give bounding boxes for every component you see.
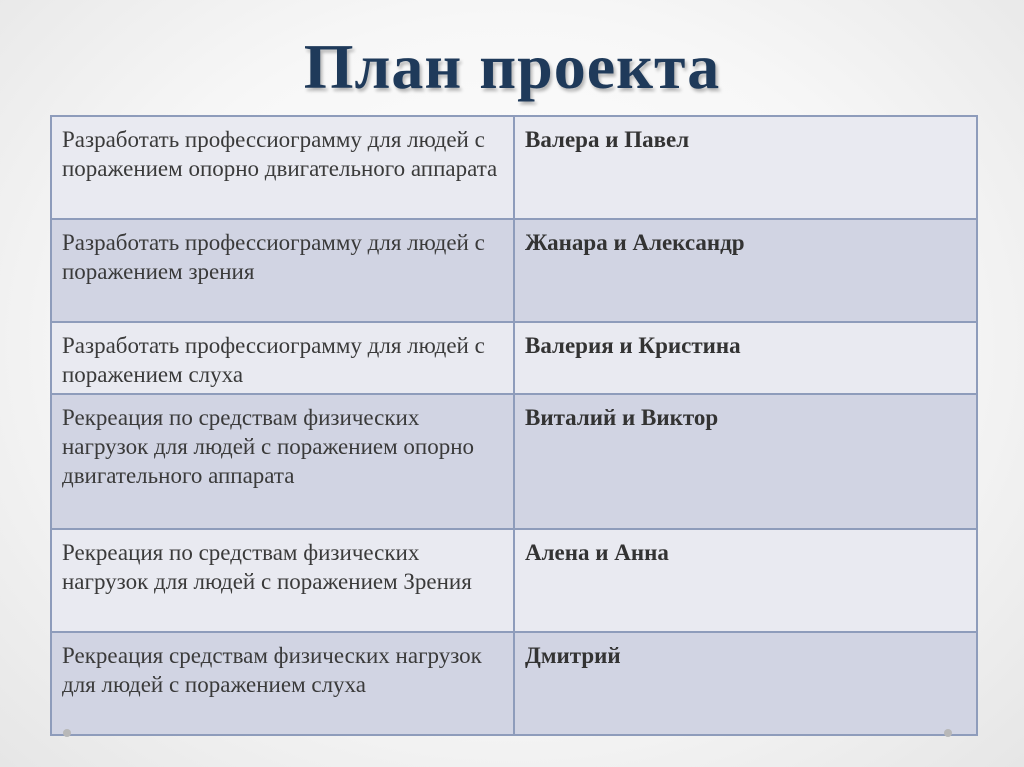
task-cell: Рекреация средствам физических нагрузок для людей с поражением слуха — [51, 632, 514, 735]
table-row — [51, 322, 977, 394]
decorative-dot-left — [63, 729, 71, 737]
plan-table — [50, 115, 978, 736]
table-row — [51, 632, 977, 735]
task-cell: Рекреация по средствам физических нагрузок для людей с поражением опорно двигательного аппарата — [51, 394, 514, 529]
task-cell: Рекреация по средствам физических нагрузок для людей с поражением Зрения — [51, 529, 514, 632]
task-cell: Разработать профессиограмму для людей с поражением опорно двигательного аппарата — [51, 116, 514, 219]
assignee-cell: Валерия и Кристина — [514, 322, 977, 394]
assignee-cell: Виталий и Виктор — [514, 394, 977, 529]
assignee-cell: Жанара и Александр — [514, 219, 977, 322]
table-row — [51, 219, 977, 322]
table-row — [51, 394, 977, 529]
assignee-cell: Алена и Анна — [514, 529, 977, 632]
table-row — [51, 116, 977, 219]
slide-title: План проекта — [303, 31, 721, 102]
assignee-cell: Валера и Павел — [514, 116, 977, 219]
decorative-dot-right — [944, 729, 952, 737]
task-cell: Разработать профессиограмму для людей с поражением слуха — [51, 322, 514, 394]
table-row — [51, 529, 977, 632]
assignee-cell: Дмитрий — [514, 632, 977, 735]
task-cell: Разработать профессиограмму для людей с поражением зрения — [51, 219, 514, 322]
